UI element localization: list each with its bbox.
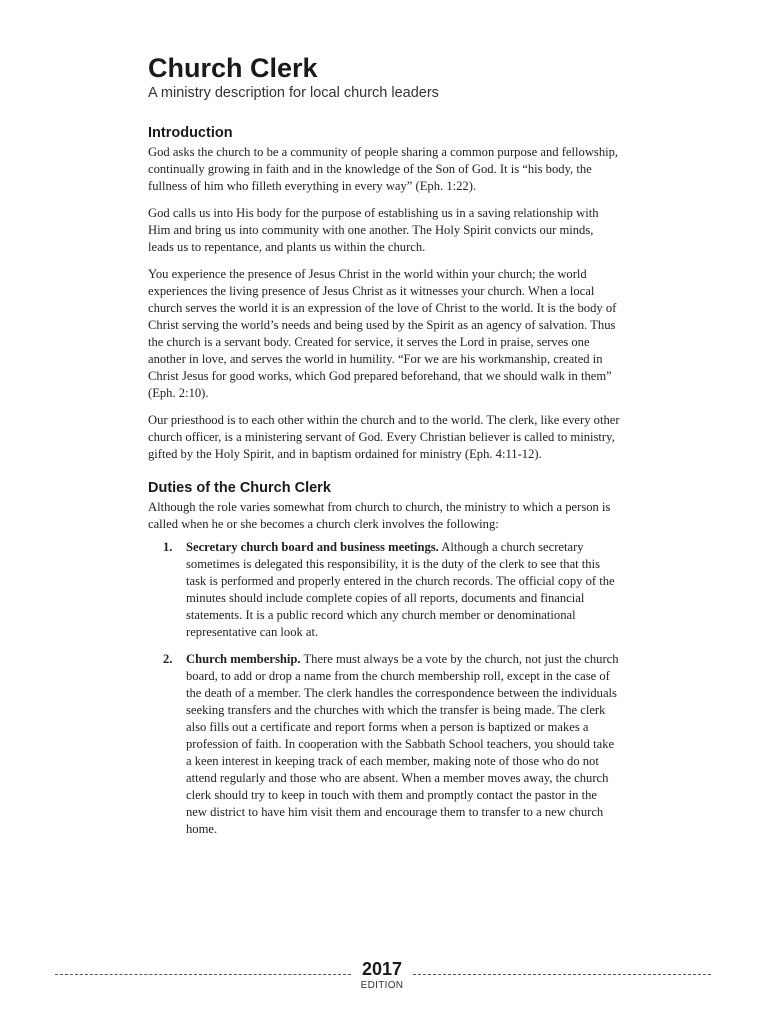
duty-number: 2. (163, 652, 173, 666)
introduction-paragraph-2: God calls us into His body for the purpose of establishing us in a saving relationship with Him and bring us into community with one another. The Holy Spirit convicts our minds, leads us to repentance, and plants us within the church. (148, 206, 599, 254)
edition-footer (55, 958, 711, 998)
duties-heading: Duties of the Church Clerk (148, 480, 331, 496)
edition-label: EDITION (360, 980, 404, 991)
duty-lead: Church membership. (186, 652, 301, 666)
introduction-paragraph-3: You experience the presence of Jesus Christ in the world within your church; the world experiences the living presence of Jesus Christ as it witnesses your church. When a local church serves the world it is an expression of the love of Christ to the world. It is the body of Christ serving the world’s needs and being used by the Spirit as an agency of salvation. Thus the church is a servant body. Created for service, it serves the Lord in praise, serves one another in love, and serves the world in humility. “For we are his workmanship, created in Christ Jesus for good works, which God prepared beforehand, that we should walk in them” (Eph. 2:10). (148, 267, 617, 400)
duty-lead: Secretary church board and business meetings. (186, 540, 439, 554)
document-page (148, 52, 620, 848)
duty-item (148, 539, 620, 641)
duties-intro: Although the role varies somewhat from church to church, the ministry to which a person is called when he or she becomes a church clerk involves the following: (148, 500, 611, 531)
duty-text: There must always be a vote by the church, not just the church board, to add or drop a name from the church membership roll, except in the case of the death of a member. The clerk handles the correspondence between the individuals seeking transfers and the churches with which the transfer is being made. The clerk also fills out a certificate and report forms when a person is baptized or makes a profession of faith. In cooperation with the Sabbath School teachers, you should take a keen interest in keeping track of each member, making note of those who do not attend regularly and those who are absent. When a member moves away, the church clerk should try to keep in touch with them and promptly contact the pastor in the new district to have him visit them and encourage them to transfer to a new church home. (186, 652, 619, 836)
duty-number: 1. (163, 540, 173, 554)
introduction-heading: Introduction (148, 125, 233, 141)
introduction-paragraph-1: God asks the church to be a community of people sharing a common purpose and fellowship, continually growing in faith and in the knowledge of the Son of God. It is “his body, the fullness of him who filleth everything in every way” (Eph. 1:22). (148, 145, 619, 193)
footer-divider-left (55, 974, 351, 975)
duty-item (148, 651, 620, 838)
edition-year: 2017 (361, 959, 403, 979)
introduction-section (148, 124, 620, 463)
duty-text: Although a church secretary sometimes is delegated this responsibility, it is the duty of the clerk to see that this task is performed and properly entered in the church records. The official copy of the minutes should include complete copies of all reports, documents and financial statements. It is a public record which any church member or denominational representative can look at. (186, 540, 615, 639)
duties-section (148, 479, 620, 838)
page-subtitle: A ministry description for local church leaders (148, 85, 439, 101)
introduction-paragraph-4: Our priesthood is to each other within the church and to the world. The clerk, like every other church officer, is a ministering servant of God. Every Christian believer is called to ministry, gifted by the Holy Spirit, and in baptism ordained for ministry (Eph. 4:11-12). (148, 413, 620, 461)
page-title: Church Clerk (148, 53, 318, 83)
footer-divider-right (413, 974, 711, 975)
duties-list (148, 539, 620, 838)
